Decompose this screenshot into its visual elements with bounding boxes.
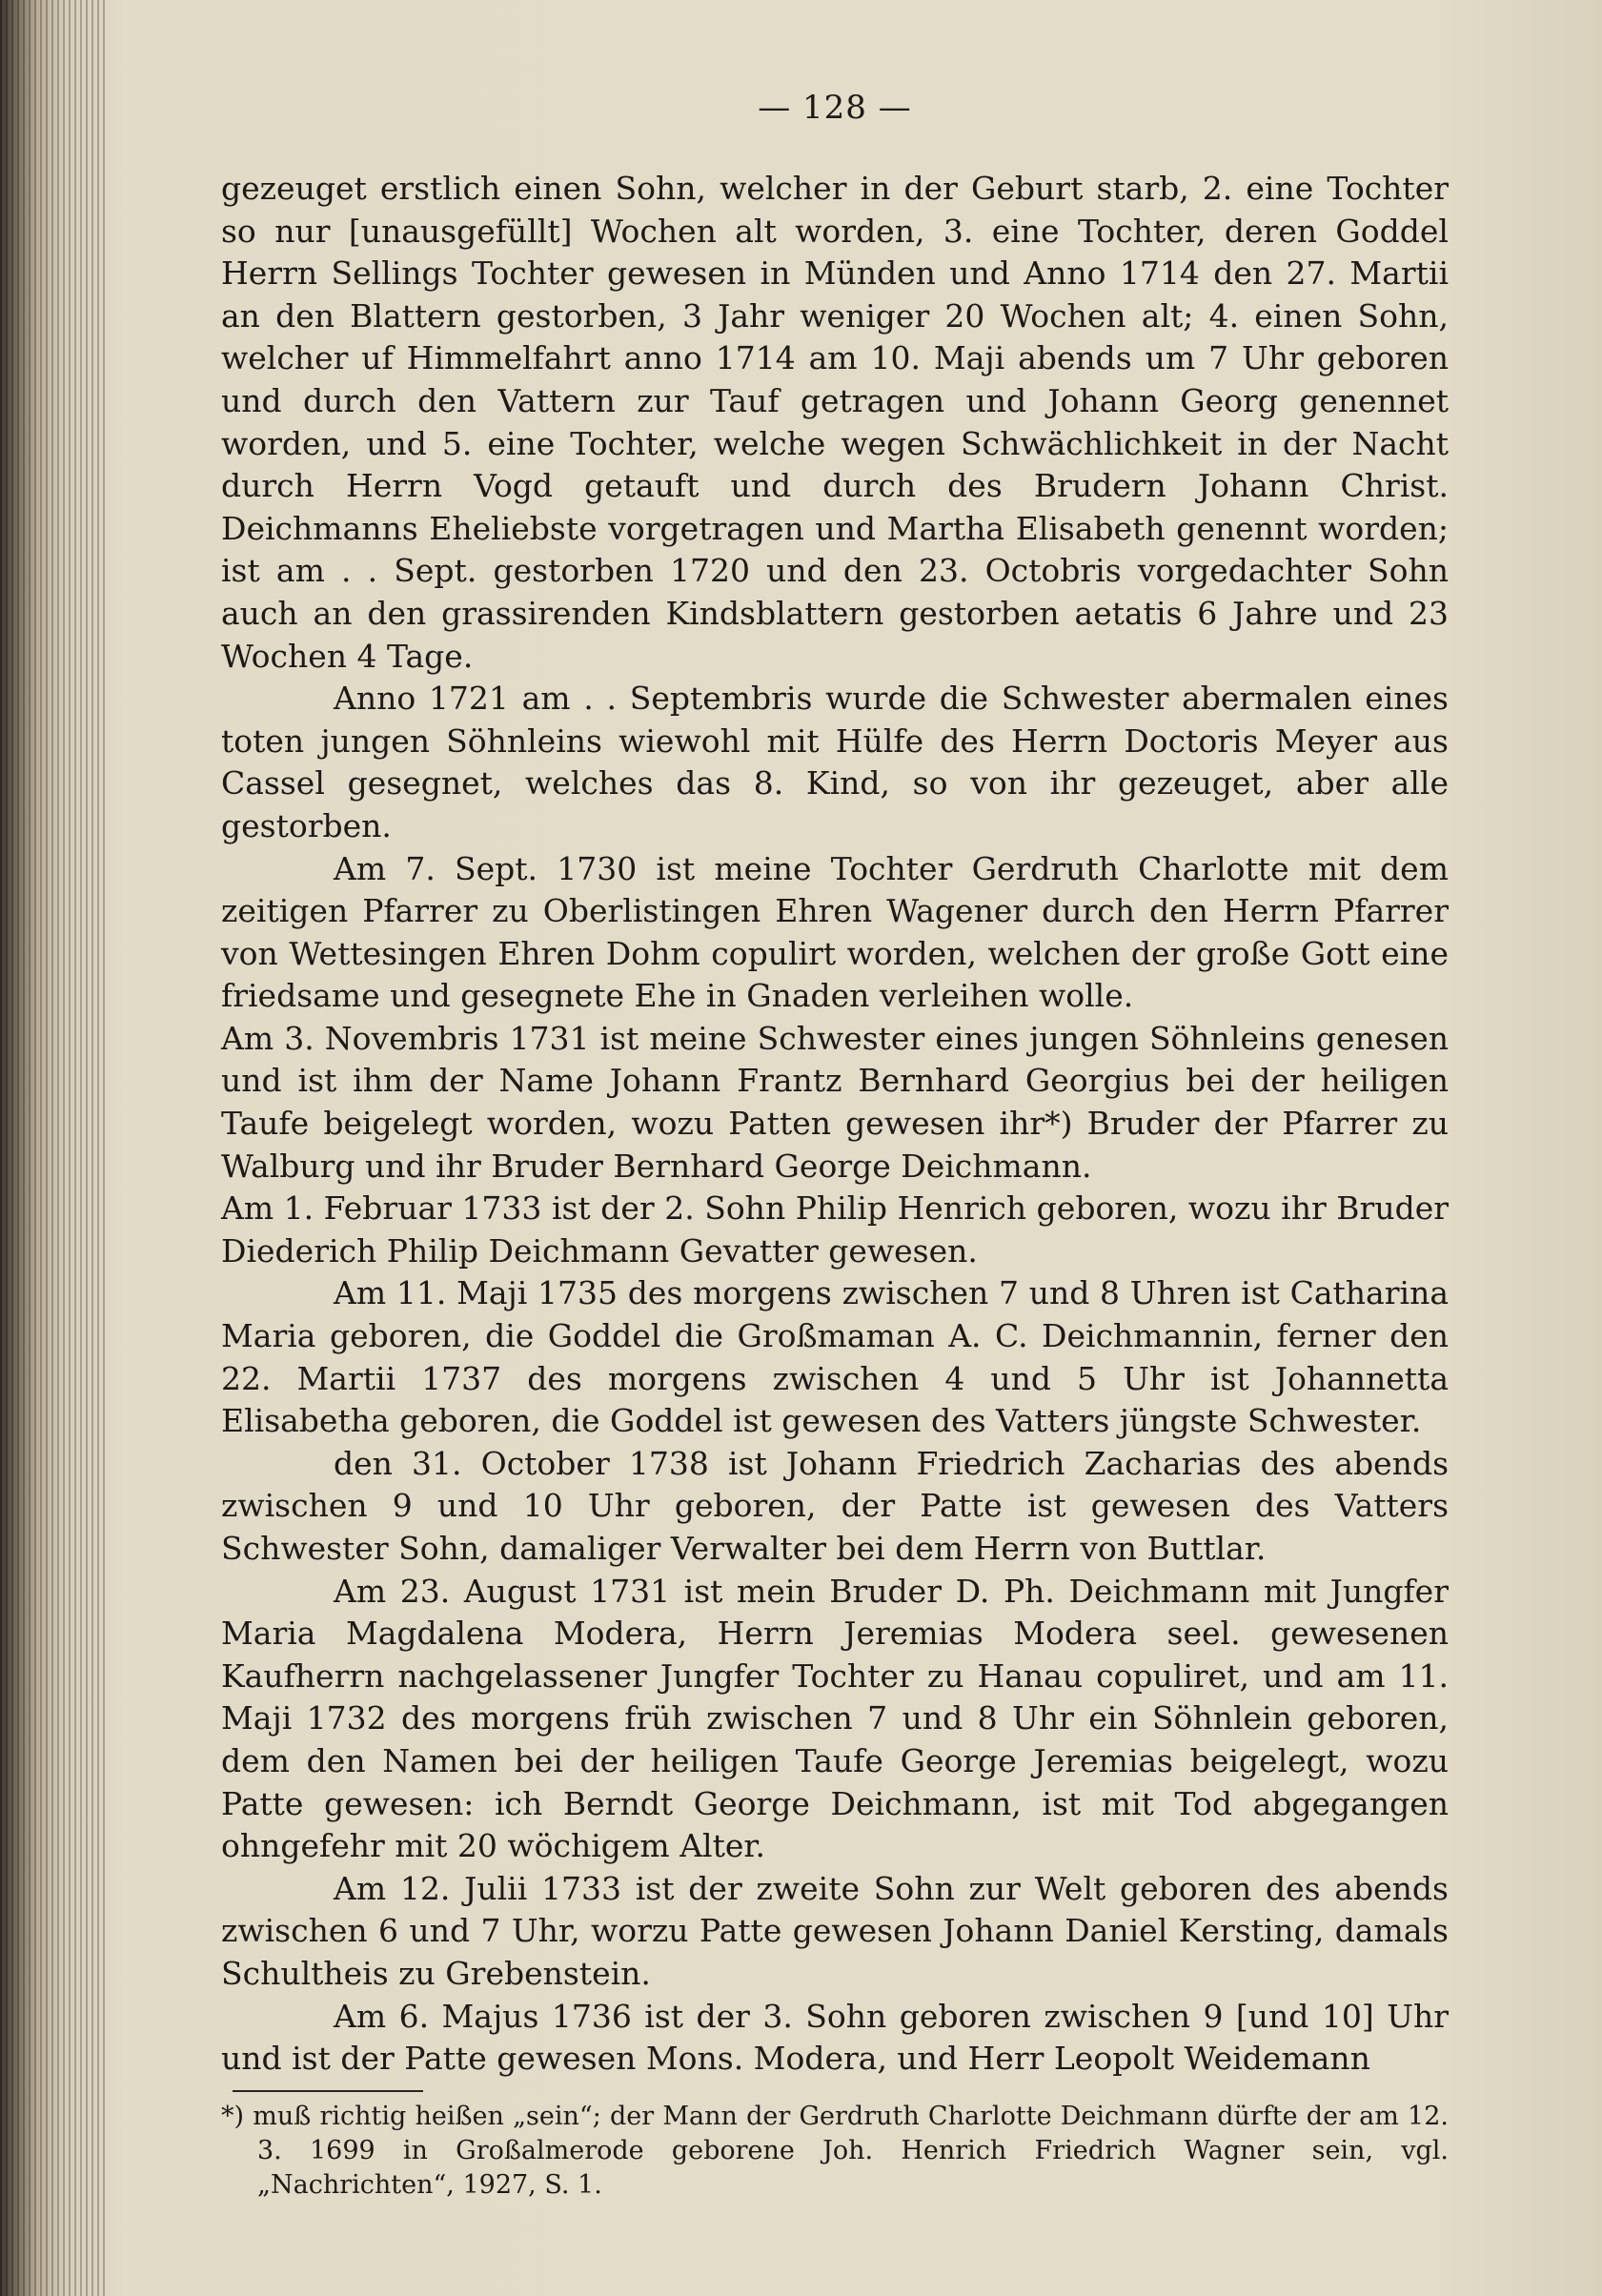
page-number: — 128 — bbox=[758, 89, 912, 127]
body-text bbox=[221, 168, 1449, 2081]
paragraph: Am 6. Majus 1736 ist der 3. Sohn geboren zwischen 9 [und 10] Uhr und ist der Patte gewesen Mons. Modera, und Herr Leopolt Weidemann bbox=[221, 1997, 1449, 2078]
paragraph: gezeuget erstlich einen Sohn, welcher in der Geburt starb, 2. eine Tochter so nur [unausgefüllt] Wochen alt worden, 3. eine Tochter, deren Goddel Herrn Sellings Tochter gewesen in Münden und Anno 1714 den 27. Martii an den Blattern gestorben, 3 Jahr weniger 20 Wochen alt; 4. einen Sohn, welcher uf Himmelfahrt anno 1714 am 10. Maji abends um 7 Uhr geboren und durch den Vattern zur Tauf getragen und Johann Georg genennet worden, und 5. eine Tochter, welche wegen Schwächlichkeit in der Nacht durch Herrn Vogd getauft und durch des Brudern Johann Christ. Deichmanns Eheliebste vorgetragen und Martha Elisabeth genennt worden; ist am . . Sept. gestorben 1720 und den 23. Octobris vorgedachter Sohn auch an den grassirenden Kindsblattern gestorben aetatis 6 Jahre und 23 Wochen 4 Tage. bbox=[221, 170, 1449, 675]
paragraph: Am 11. Maji 1735 des morgens zwischen 7 und 8 Uhren ist Catharina Maria geboren, die Goddel die Großmaman A. C. Deichmannin, ferner den 22. Martii 1737 des morgens zwischen 4 und 5 Uhr ist Johannetta Elisabetha geboren, die Goddel ist gewesen des Vatters jüngste Schwester. bbox=[221, 1274, 1449, 1440]
paragraph: Am 23. August 1731 ist mein Bruder D. Ph. Deichmann mit Jungfer Maria Magdalena Modera, Herrn Jeremias Modera seel. gewesenen Kaufherrn nachgelassener Jungfer Tochter zu Hanau copuliret, und am 11. Maji 1732 des morgens früh zwischen 7 und 8 Uhr ein Söhnlein geboren, dem den Namen bei der heiligen Taufe George Jeremias beigelegt, wozu Patte gewesen: ich Berndt George Deichmann, ist mit Tod abgegangen ohngefehr mit 20 wöchigem Alter. bbox=[221, 1572, 1449, 1865]
paragraph: Am 12. Julii 1733 ist der zweite Sohn zur Welt geboren des abends zwischen 6 und 7 Uhr, worzu Patte gewesen Johann Daniel Kersting, damals Schultheis zu Grebenstein. bbox=[221, 1869, 1449, 1992]
paragraph: Am 7. Sept. 1730 ist meine Tochter Gerdruth Charlotte mit dem zeitigen Pfarrer zu Oberlistingen Ehren Wagener durch den Herrn Pfarrer von Wettesingen Ehren Dohm copulirt worden, welchen der große Gott eine friedsame und gesegnete Ehe in Gnaden verleihen wolle. bbox=[221, 849, 1449, 1015]
paragraph: Am 3. Novembris 1731 ist meine Schwester eines jungen Söhnleins genesen und ist ihm der Name Johann Frantz Bernhard Georgius bei der heiligen Taufe beigelegt worden, wozu Patten gewesen ihr*) Bruder der Pfarrer zu Walburg und ihr Bruder Bernhard George Deichmann. bbox=[221, 1019, 1449, 1185]
footnote-divider bbox=[233, 2090, 423, 2092]
page-content bbox=[221, 86, 1449, 2203]
paragraph: Anno 1721 am . . Septembris wurde die Schwester abermalen eines toten jungen Söhnleins wiewohl mit Hülfe des Herrn Doctoris Meyer aus Cassel gesegnet, welches das 8. Kind, so von ihr gezeuget, aber alle gestorben. bbox=[221, 680, 1449, 844]
footnote: *) muß richtig heißen „sein“; der Mann der Gerdruth Charlotte Deichmann dürfte der am 12. 3. 1699 in Großalmerode geborene Joh. Henrich Friedrich Wagner sein, vgl. „Nachrichten“, 1927, S. 1. bbox=[221, 2101, 1449, 2200]
paragraph: Am 1. Februar 1733 ist der 2. Sohn Philip Henrich geboren, wozu ihr Bruder Diederich Philip Deichmann Gevatter gewesen. bbox=[221, 1189, 1449, 1270]
book-gutter bbox=[0, 0, 105, 2296]
paragraph: den 31. October 1738 ist Johann Friedrich Zacharias des abends zwischen 9 und 10 Uhr geboren, der Patte ist gewesen des Vatters Schwester Sohn, damaliger Verwalter bei dem Herrn von Buttlar. bbox=[221, 1444, 1449, 1567]
